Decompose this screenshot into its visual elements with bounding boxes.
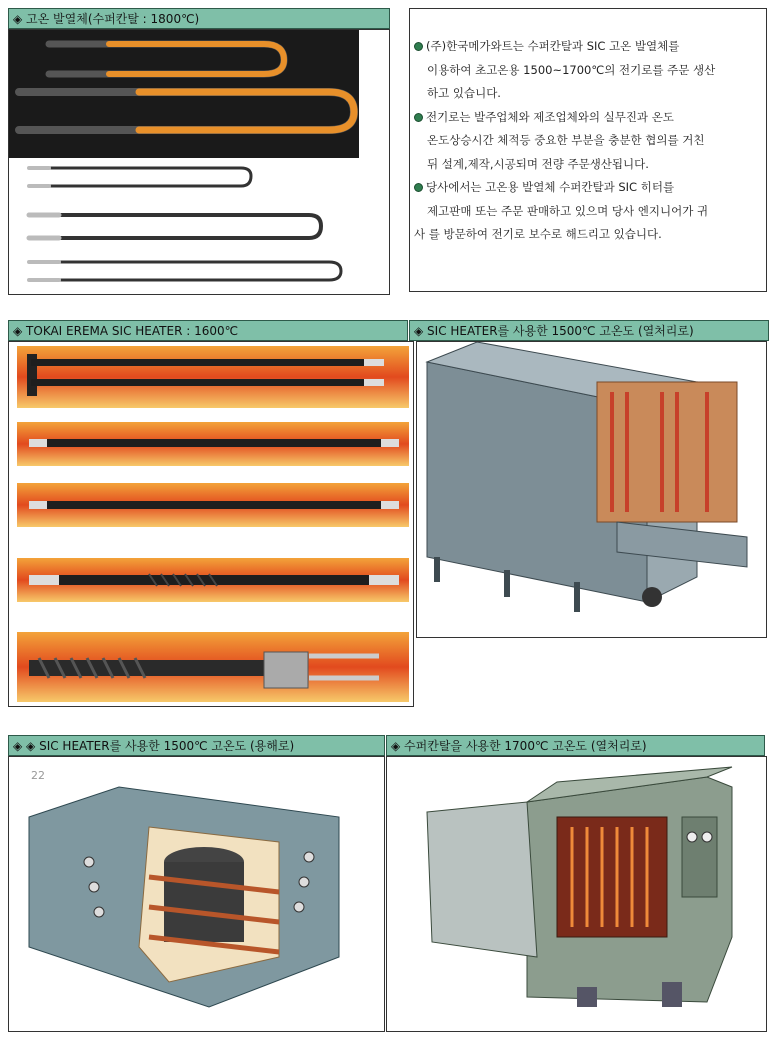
kanthal-heat-treat-furnace-image xyxy=(386,756,767,1032)
desc-p1-l2: 이용하여 초고온용 1500~1700℃의 전기로를 주문 생산 xyxy=(427,62,716,77)
super-kanthal-image xyxy=(8,29,390,295)
desc-p2-l1: 전기로는 발주업체와 제조업체와의 실무진과 온도 xyxy=(426,109,674,124)
desc-p3-l3: 사 를 방문하여 전기로 보수로 해드리고 있습니다. xyxy=(414,227,662,241)
desc-p1-l1: (주)한국메가와트는 수퍼칸탈과 SIC 고온 발열체를 xyxy=(426,39,680,53)
header-sic-melting: ◈ ◈ SIC HEATER를 사용한 1500℃ 고온도 (용해로) xyxy=(8,735,385,756)
desc-p2-l3: 뒤 설계,제작,시공되며 전량 주문생산됩니다. xyxy=(427,156,649,171)
sic-melting-furnace-image xyxy=(8,756,385,1032)
page-number: 22 xyxy=(31,769,45,782)
header-tokai-erema: ◈ TOKAI EREMA SIC HEATER : 1600℃ xyxy=(8,320,408,341)
description-box xyxy=(409,8,767,292)
header-super-kanthal: ◈ 고온 발열체(수퍼칸탈 : 1800℃) xyxy=(8,8,390,29)
header-sic-heat-treat: ◈ SIC HEATER를 사용한 1500℃ 고온도 (열처리로) xyxy=(409,320,769,341)
desc-p2-l2: 온도상승시간 체적등 중요한 부분을 충분한 협의를 거친 xyxy=(427,133,705,147)
desc-p3-l1: 당사에서는 고온용 발열체 수퍼칸탈과 SIC 히터를 xyxy=(426,180,675,194)
bullet-icon xyxy=(414,113,423,122)
header-kanthal-heat-treat: ◈ 수퍼칸탈을 사용한 1700℃ 고온도 (열처리로) xyxy=(386,735,765,756)
desc-p3-l2: 제고판매 또는 주문 판매하고 있으며 당사 엔지니어가 귀 xyxy=(427,203,709,218)
bullet-icon xyxy=(414,42,423,51)
desc-p1-l3: 하고 있습니다. xyxy=(427,86,501,100)
bullet-icon xyxy=(414,183,423,192)
sic-heater-image xyxy=(8,341,414,707)
sic-heat-treat-furnace-image xyxy=(416,341,767,638)
